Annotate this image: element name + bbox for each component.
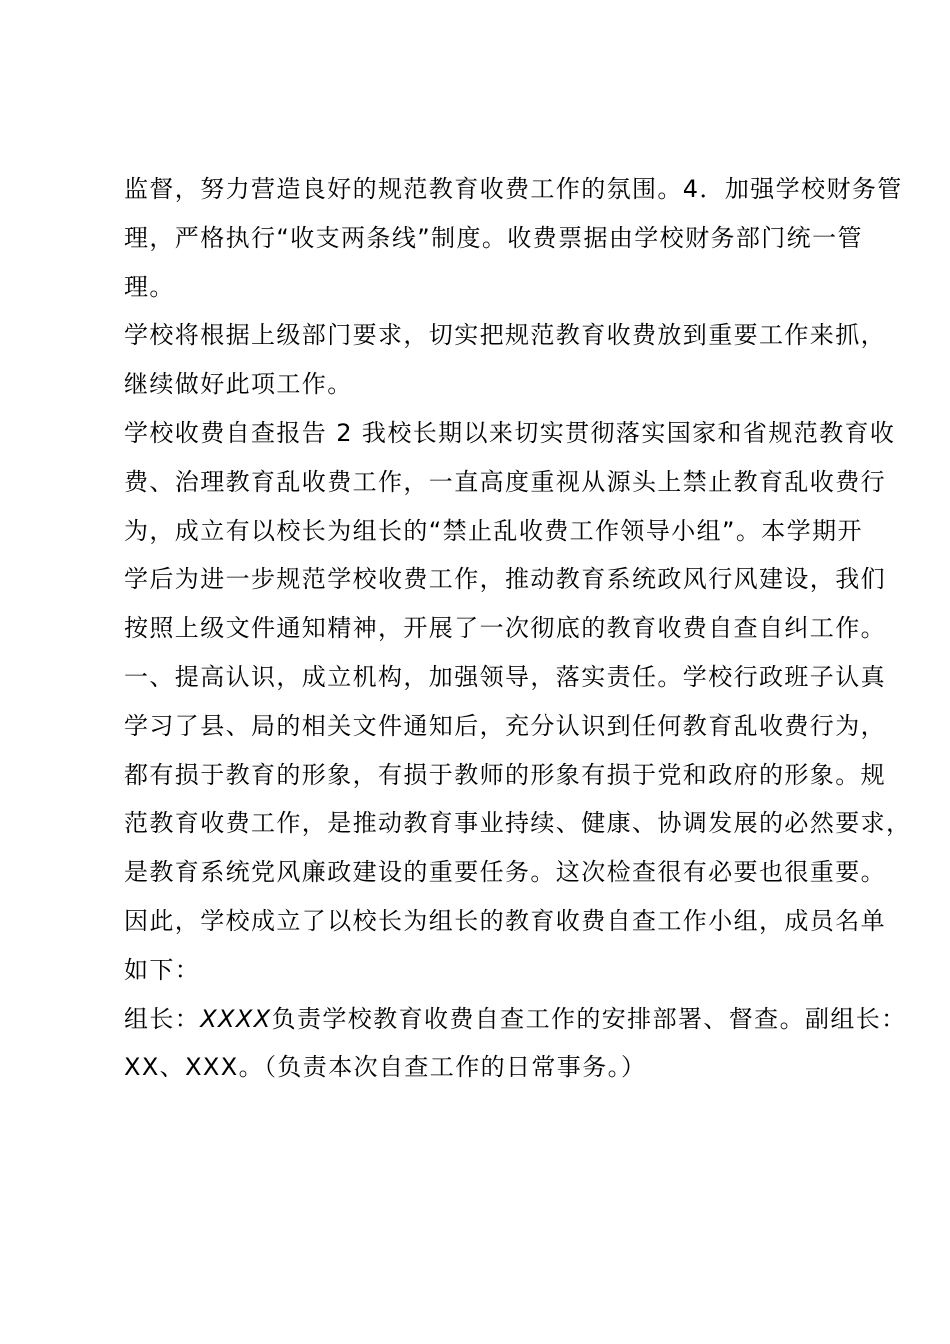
text-line: 学校将根据上级部门要求，切实把规范教育收费放到重要工作来抓， — [124, 321, 886, 350]
text-line: 监督，努力营造良好的规范教育收费工作的氛围。4．加强学校财务管 — [124, 175, 903, 203]
text-line: 按照上级文件通知精神，开展了一次彻底的教育收费自查自纠工作。 — [124, 614, 886, 643]
text-line: 为，成立有以校长为组长的“禁止乱收费工作领导小组”。本学期开 — [124, 516, 863, 545]
text-line: 费、治理教育乱收费工作，一直高度重视从源头上禁止教育乱收费行 — [124, 467, 886, 496]
text-line: 因此，学校成立了以校长为组长的教育收费自查工作小组，成员名单 — [124, 906, 886, 935]
text-line: 理，严格执行“收支两条线”制度。收费票据由学校财务部门统一管 — [124, 223, 863, 252]
deputy-line: XX、XXX。（负责本次自查工作的日常事务。） — [124, 1053, 647, 1082]
text-line: 一、提高认识，成立机构，加强领导，落实责任。学校行政班子认真 — [124, 662, 886, 691]
text-line: 学习了县、局的相关文件通知后，充分认识到任何教育乱收费行为， — [124, 711, 886, 740]
text-line: 都有损于教育的形象，有损于教师的形象有损于党和政府的形象。规 — [124, 760, 886, 789]
text-line: 继续做好此项工作。 — [124, 370, 353, 399]
text-line: 如下： — [124, 955, 201, 984]
text-line: 学后为进一步规范学校收费工作，推动教育系统政风行风建设，我们 — [124, 565, 886, 594]
leader-line — [124, 995, 907, 1044]
text-line: 范教育收费工作，是推动教育事业持续、健康、协调发展的必然要求， — [124, 809, 912, 838]
text-line: 是教育系统党风廉政建设的重要任务。这次检查很有必要也很重要。 — [124, 858, 886, 887]
document-body — [124, 165, 912, 1092]
leader-name: XXXX — [200, 1004, 272, 1033]
leader-prefix: 组长： — [124, 1004, 201, 1033]
text-line: 学校收费自查报告 2 我校长期以来切实贯彻落实国家和省规范教育收 — [124, 418, 896, 447]
text-line: 理。 — [124, 272, 175, 301]
leader-suffix: 负责学校教育收费自查工作的安排部署、督查。副组长： — [271, 1004, 907, 1033]
